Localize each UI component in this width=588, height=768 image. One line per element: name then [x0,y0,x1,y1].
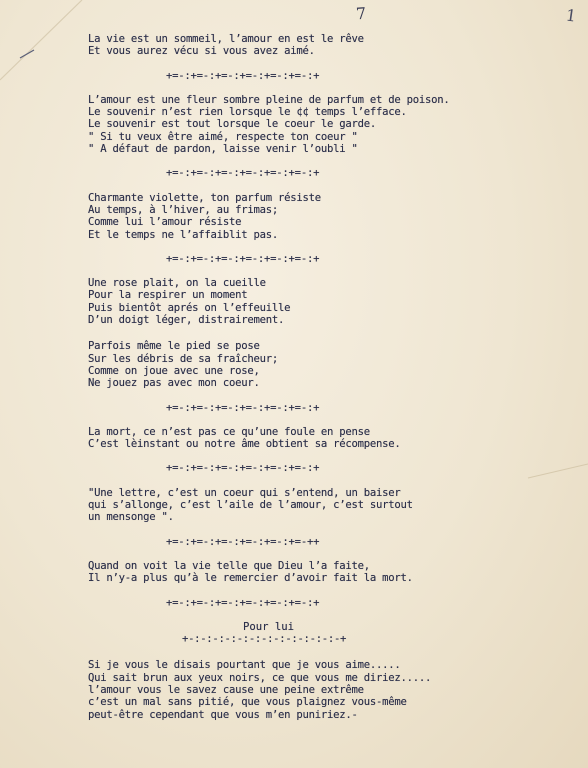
poem-line: Et vous aurez vécu si vous avez aimé. [88,45,315,58]
stanza [88,340,568,389]
spacer [88,326,568,340]
poem-line: Le souvenir n’est rien lorsque le ¢¢ temps l’efface. [88,106,407,119]
spacer [88,390,568,402]
poem-line: peut-être cependant que vous m’en puniriez.- [88,708,358,721]
spacer [88,450,568,462]
spacer [88,609,568,621]
poem-line: Au temps, à l’hiver, au frimas; [88,203,278,216]
stanza [88,94,568,155]
spacer [88,82,568,94]
poem-line: La mort, ce n’est pas ce qu’une foule en pense [88,425,370,438]
spacer [88,180,568,192]
stanza [88,659,568,720]
spacer [88,241,568,253]
poem-line: Pour la respirer un moment [88,289,248,302]
poem-line: Le souvenir est tout lorsque le coeur le garde. [88,118,377,131]
page-number: 7 [355,3,367,24]
handwritten-stroke [20,50,34,58]
poem-line: Si je vous le disais pourtant que je vous aime..... [88,659,401,672]
poem-line: "Une lettre, c’est un coeur qui s’entend, un baiser [88,486,401,499]
poem-line: qui s’allonge, c’est l’aile de l’amour, c’est surtout [88,499,413,512]
section-separator: +=-:+=-:+=-:+=-:+=-:+=-:+ [166,69,320,82]
poem-line: Comme on joue avec une rose, [88,364,260,377]
section-separator: +=-:+=-:+=-:+=-:+=-:+=-:+ [166,252,320,265]
stanza [88,426,568,451]
spacer [88,645,568,659]
corner-mark: 1 [564,5,578,26]
poem-line: D’un doigt léger, distrairement. [88,314,285,327]
poem-line: C’est lèinstant ou notre âme obtient sa récompense. [88,438,401,451]
spacer [88,414,568,426]
poem-line: Qui sait brun aux yeux noirs, ce que vous me diriez..... [88,671,432,684]
poem-line: Comme lui l’amour résiste [88,216,242,229]
poem-content [88,33,568,721]
spacer [88,475,568,487]
poem-line: un mensonge ". [88,511,174,524]
spacer [88,524,568,536]
section-separator: +=-:+=-:+=-:+=-:+=-:+=-:+ [166,401,320,414]
section-separator: +=-:+=-:+=-:+=-:+=-:+=-:+ [166,462,320,475]
stanza [88,192,568,241]
poem-line: L’amour est une fleur sombre pleine de parfum et de poison. [88,93,450,106]
poem-line: " A défaut de pardon, laisse venir l’oubli " [88,143,358,156]
poem-title: Pour lui [243,620,295,633]
stanza [88,277,568,326]
spacer [88,155,568,167]
section-separator: +=-:+=-:+=-:+=-:+=-:+=-:+ [166,167,320,180]
poem-line: Puis bientôt aprés on l’effeuille [88,301,291,314]
stanza [88,487,568,524]
poem-line: Une rose plait, on la cueille [88,277,266,290]
spacer [88,58,568,70]
section-separator: +=-:+=-:+=-:+=-:+=-:+=-++ [166,535,320,548]
poem-line: Et le temps ne l’affaiblit pas. [88,228,278,241]
stanza [88,33,568,58]
poem-line: Sur les débris de sa fraîcheur; [88,352,278,365]
corner-crease [0,0,82,80]
spacer [88,265,568,277]
poem-line: Ne jouez pas avec mon coeur. [88,377,260,390]
stanza [88,560,568,585]
poem-line: Il n’y-a plus qu’à le remercier d’avoir fait la mort. [88,572,413,585]
poem-line: l’amour vous le savez cause une peine extrême [88,683,364,696]
title-underline-rule: +-:-:-:-:-:-:-:-:-:-:-:-:-+ [182,633,347,646]
poem-line: " Si tu veux être aimé, respecte ton coeur " [88,130,358,143]
poem-line: Parfois même le pied se pose [88,340,260,353]
poem-line: Charmante violette, ton parfum résiste [88,191,321,204]
spacer [88,585,568,597]
poem-line: Quand on voit la vie telle que Dieu l’a faite, [88,559,370,572]
section-separator: +=-:+=-:+=-:+=-:+=-:+=-:+ [166,596,320,609]
poem-line: c’est un mal sans pitié, que vous plaignez vous-même [88,696,407,709]
poem-line: La vie est un sommeil, l’amour en est le rêve [88,33,364,45]
spacer [88,548,568,560]
